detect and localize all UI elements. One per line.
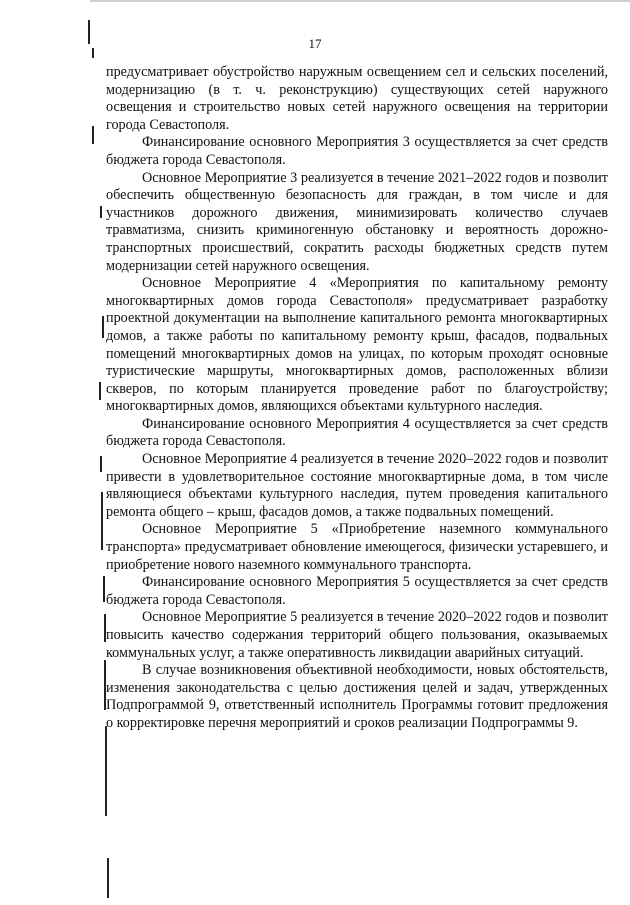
paragraph: Финансирование основного Мероприятия 5 осуществляется за счет средств бюджета города Севастополя. — [106, 574, 608, 608]
scan-margin-mark — [105, 726, 107, 816]
page-number: 17 — [308, 36, 322, 51]
scan-margin-mark — [99, 382, 101, 400]
scan-margin-mark — [101, 492, 103, 550]
paragraph: Основное Мероприятие 5 реализуется в течение 2020–2022 годов и позволит повысить качество содержания территорий общего пользования, оказываемых коммунальных услуг, а также оперативность ликвидации аварийных ситуаций. — [106, 609, 608, 661]
paragraph: В случае возникновения объективной необходимости, новых обстоятельств, изменения законодательства с целью достижения целей и задач, утвержденных Подпрограммой 9, ответственный исполнитель Программы готовит предложения о корректировке перечня мероприятий и сроков реализации Подпрограммы 9. — [106, 662, 608, 731]
scan-margin-mark — [92, 126, 94, 144]
scan-margin-mark — [103, 576, 105, 602]
paragraph: Основное Мероприятие 3 реализуется в течение 2021–2022 годов и позволит обеспечить общественную безопасность для граждан, в том числе и для участников дорожного движения, минимизировать количество случаев травматизма, снизить криминогенную обстановку и вероятность дорожно-транспортных происшествий, сократить расходы бюджетных средств путем модернизации сетей наружного освещения. — [106, 169, 608, 274]
scan-margin-mark — [100, 206, 102, 218]
paragraph: Финансирование основного Мероприятия 4 осуществляется за счет средств бюджета города Севастополя. — [106, 415, 608, 450]
scan-margin-mark — [102, 316, 104, 338]
document-body — [106, 64, 608, 733]
paragraph: Основное Мероприятие 4 «Мероприятия по капитальному ремонту многоквартирных домов города Севастополя» предусматривает разработку проектной документации на выполнение капитального ремонта многоквартирных домов, а также работы по капитальному ремонту крыш, фасадов, подвальных помещений многоквартирных домов на улицах, по которым проходят основные туристические маршруты, многоквартирных домов, расположенных вблизи скверов, по которым планируется проведение работ по благоустройству; многоквартирных домов, являющихся объектами культурного наследия. — [106, 275, 608, 415]
paragraph: Основное Мероприятие 4 реализуется в течение 2020–2022 годов и позволит привести в удовлетворительное состояние многоквартирные дома, в том числе являющиеся объектами культурного наследия, путем проведения капитального ремонта общего – крыш, фасадов домов, а также подвальных помещений. — [106, 451, 608, 520]
scan-margin-mark — [107, 858, 109, 898]
paragraph: Финансирование основного Мероприятия 3 осуществляется за счет средств бюджета города Севастополя. — [106, 134, 608, 168]
scan-edge-line — [90, 0, 630, 2]
paragraph: Основное Мероприятие 5 «Приобретение наземного коммунального транспорта» предусматривает обновление имеющегося, физически устаревшего, и приобретение нового наземного коммунального транспорта. — [106, 521, 608, 573]
paragraph: предусматривает обустройство наружным освещением сел и сельских поселений, модернизацию (в т. ч. реконструкцию) существующих сетей наружного освещения и строительство новых сетей наружного освещения на территории города Севастополя. — [106, 64, 608, 133]
scan-margin-mark — [100, 456, 102, 472]
